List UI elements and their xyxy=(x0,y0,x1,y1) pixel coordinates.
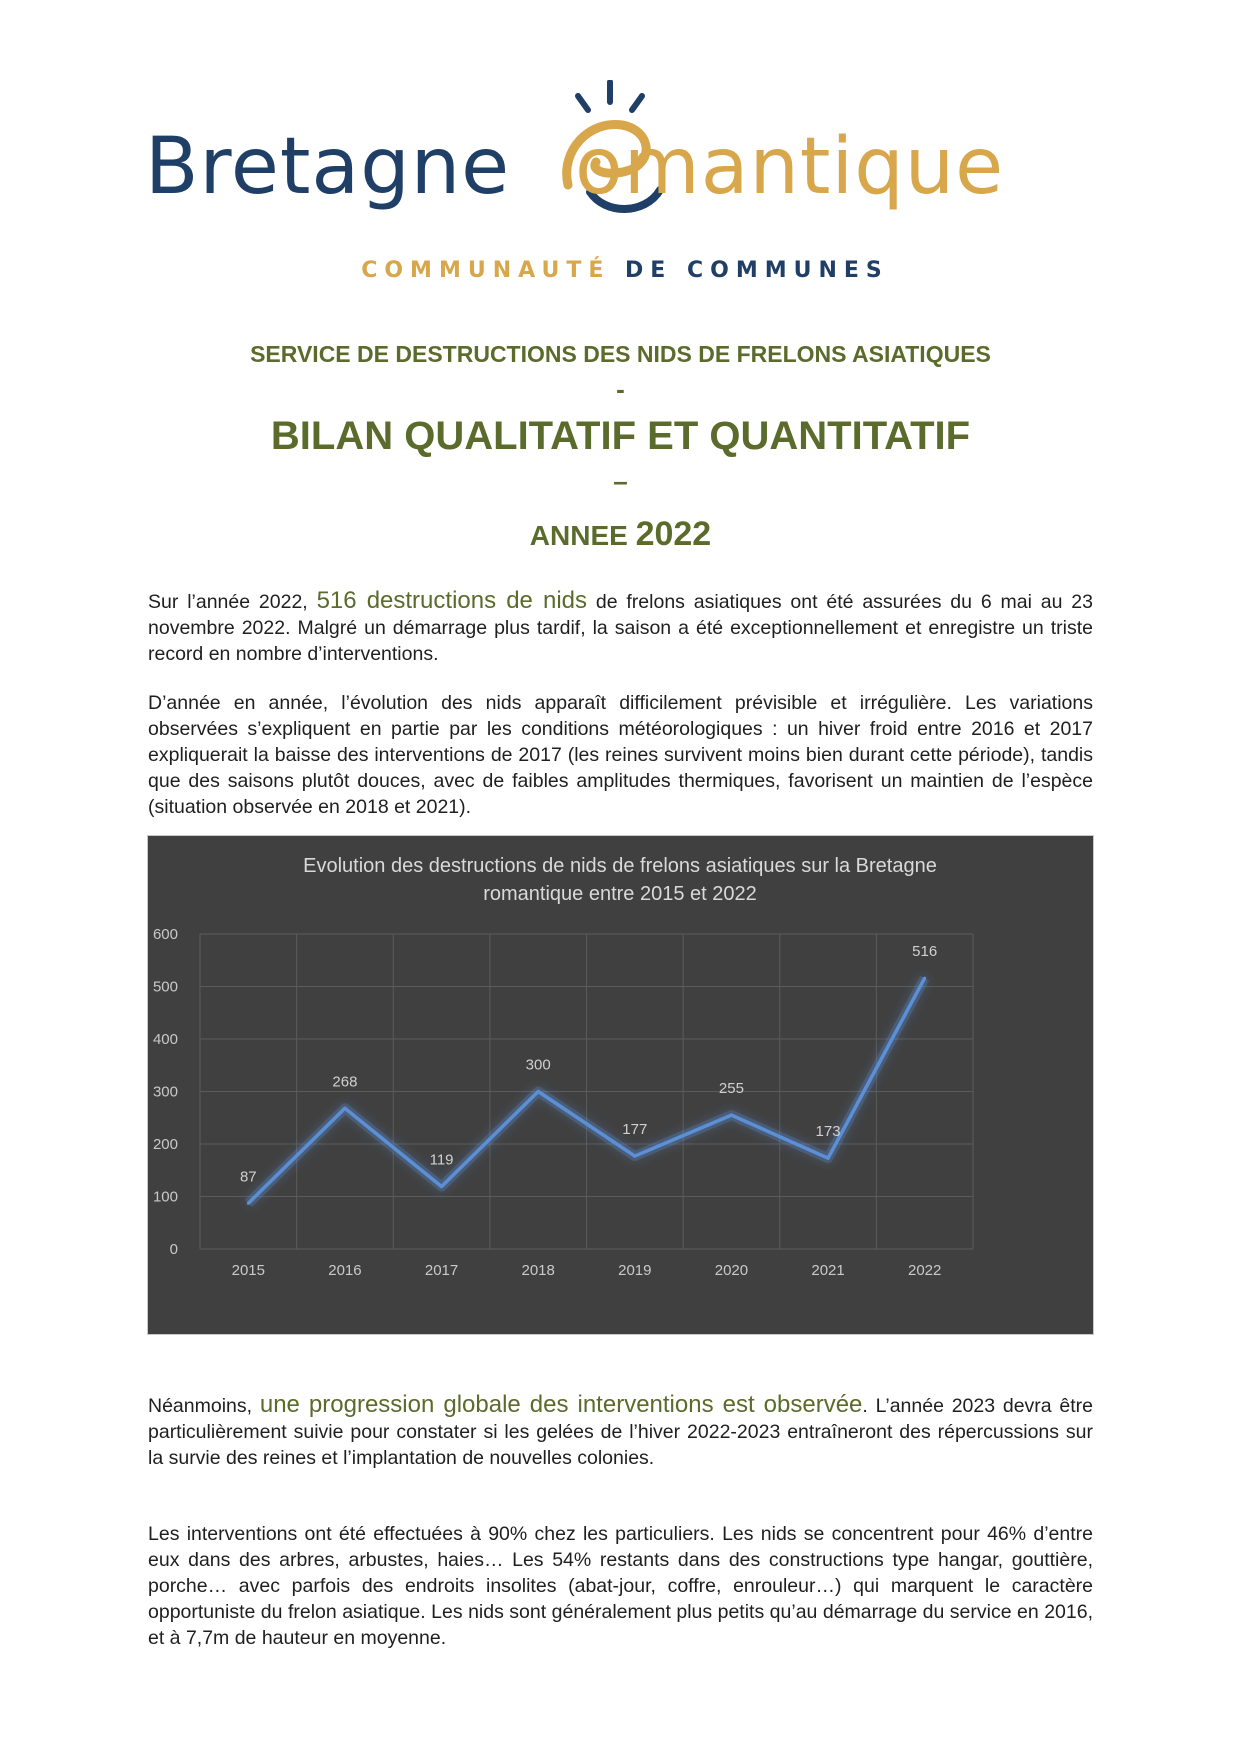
y-tick-label: 500 xyxy=(152,978,178,996)
service-heading: SERVICE DE DESTRUCTIONS DES NIDS DE FRELONS ASIATIQUES xyxy=(250,341,991,367)
data-point xyxy=(343,1107,346,1110)
x-tick-label: 2019 xyxy=(618,1262,652,1279)
tagline-de-communes: DE COMMUNES xyxy=(625,258,889,283)
paragraph-interventions: Les interventions ont été effectuées à 90% chez les particuliers. Les nids se concentrent pour 46% d’entre eux dans des arbres, arbustes, haies… Les 54% restants dans des constructions type hangar, gouttière, porche… avec parfois des endroits insolites (abat-jour, coffre, enrouleur…) qui marquent le caractère opportuniste du frelon asiatique. Les nids sont généralement plus petits qu’au démarrage du service en 2016, et à 7,7m de hauteur en moyenne. xyxy=(148,1523,1093,1649)
data-point xyxy=(247,1202,250,1205)
data-point xyxy=(827,1157,830,1160)
data-point xyxy=(537,1090,540,1093)
y-axis xyxy=(153,926,178,1258)
chart-svg xyxy=(148,836,1093,1334)
x-tick-label: 2018 xyxy=(521,1262,555,1279)
x-tick-label: 2016 xyxy=(328,1262,362,1279)
x-tick-label: 2020 xyxy=(714,1262,749,1279)
paragraph-text: de frelons asiatiques ont été assurées du 6 mai au 23 novembre 2022. Malgré un démarrage plus tardif, la saison a été exceptionnellement et enregistre un triste record en nombre d’interventions. xyxy=(148,591,1093,665)
data-label: 119 xyxy=(429,1151,454,1169)
x-tick-label: 2015 xyxy=(231,1262,265,1279)
chart-title-line1: Evolution des destructions de nids de frelons asiatiques sur la Bretagne xyxy=(303,855,937,877)
data-label: 268 xyxy=(332,1073,358,1091)
year-label: ANNEE xyxy=(529,520,636,551)
tagline-communaute: COMMUNAUTÉ xyxy=(361,258,611,283)
logo xyxy=(145,80,1095,300)
paragraph-progression xyxy=(148,1392,1093,1471)
x-tick-label: 2021 xyxy=(811,1262,845,1279)
paragraph-intro xyxy=(148,588,1093,667)
paragraph-text: . L’année 2023 devra être particulièrement suivie pour constater si les gelées de l’hiver 2022-2023 entraîneront des répercussions sur la survie des reines et l’implantation de nouvelles colonies. xyxy=(148,1395,1094,1469)
logo-tagline xyxy=(355,258,895,283)
y-tick-label: 0 xyxy=(169,1241,178,1258)
data-point xyxy=(440,1185,443,1188)
y-tick-label: 600 xyxy=(152,926,178,943)
chart-grid xyxy=(200,934,973,1249)
data-label: 255 xyxy=(718,1080,744,1098)
data-point xyxy=(923,977,926,980)
page-title: BILAN QUALITATIF ET QUANTITATIF xyxy=(270,414,971,458)
x-tick-label: 2022 xyxy=(908,1262,942,1279)
line-chart xyxy=(147,835,1094,1335)
paragraph-text: Néanmoins, xyxy=(148,1395,260,1417)
data-label: 516 xyxy=(912,943,938,961)
highlight-text: une progression globale des interventions est observée xyxy=(259,1391,863,1418)
x-tick-label: 2017 xyxy=(424,1262,459,1279)
y-tick-label: 200 xyxy=(152,1136,178,1153)
year-value: 2022 xyxy=(635,515,712,553)
paragraph-text: Sur l’année 2022, xyxy=(148,591,317,613)
y-tick-label: 300 xyxy=(152,1083,178,1101)
logo-word-bretagne: Bretagne xyxy=(145,122,511,212)
data-label: 177 xyxy=(622,1121,648,1139)
y-tick-label: 400 xyxy=(152,1031,178,1048)
paragraph-evolution: D’année en année, l’évolution des nids apparaît difficilement prévisible et irrégulière. Les variations observées s’expliquent en partie par les conditions météorologiques : un hiver froid entre 2016 et 2017 expliquerait la baisse des interventions de 2017 (les reines survivent moins bien durant cette période), tandis que des saisons plutôt douces, avec de faibles amplitudes thermiques, favorisent un maintien de l’espèce (situation observée en 2018 et 2021). xyxy=(148,692,1093,818)
data-label: 87 xyxy=(239,1168,257,1186)
logo-word-romantique: omantique xyxy=(575,122,1005,212)
y-tick-label: 100 xyxy=(152,1188,178,1206)
year-heading xyxy=(0,515,1241,554)
data-label: 173 xyxy=(815,1123,841,1141)
heading-separator: - xyxy=(616,374,625,404)
data-label: 300 xyxy=(525,1056,551,1074)
chart-title-line2: romantique entre 2015 et 2022 xyxy=(483,883,757,905)
x-axis xyxy=(232,1262,942,1279)
heading-separator: – xyxy=(613,466,628,496)
data-point xyxy=(730,1114,733,1117)
data-point xyxy=(633,1155,636,1158)
highlight-text: 516 destructions de nids xyxy=(316,587,588,614)
